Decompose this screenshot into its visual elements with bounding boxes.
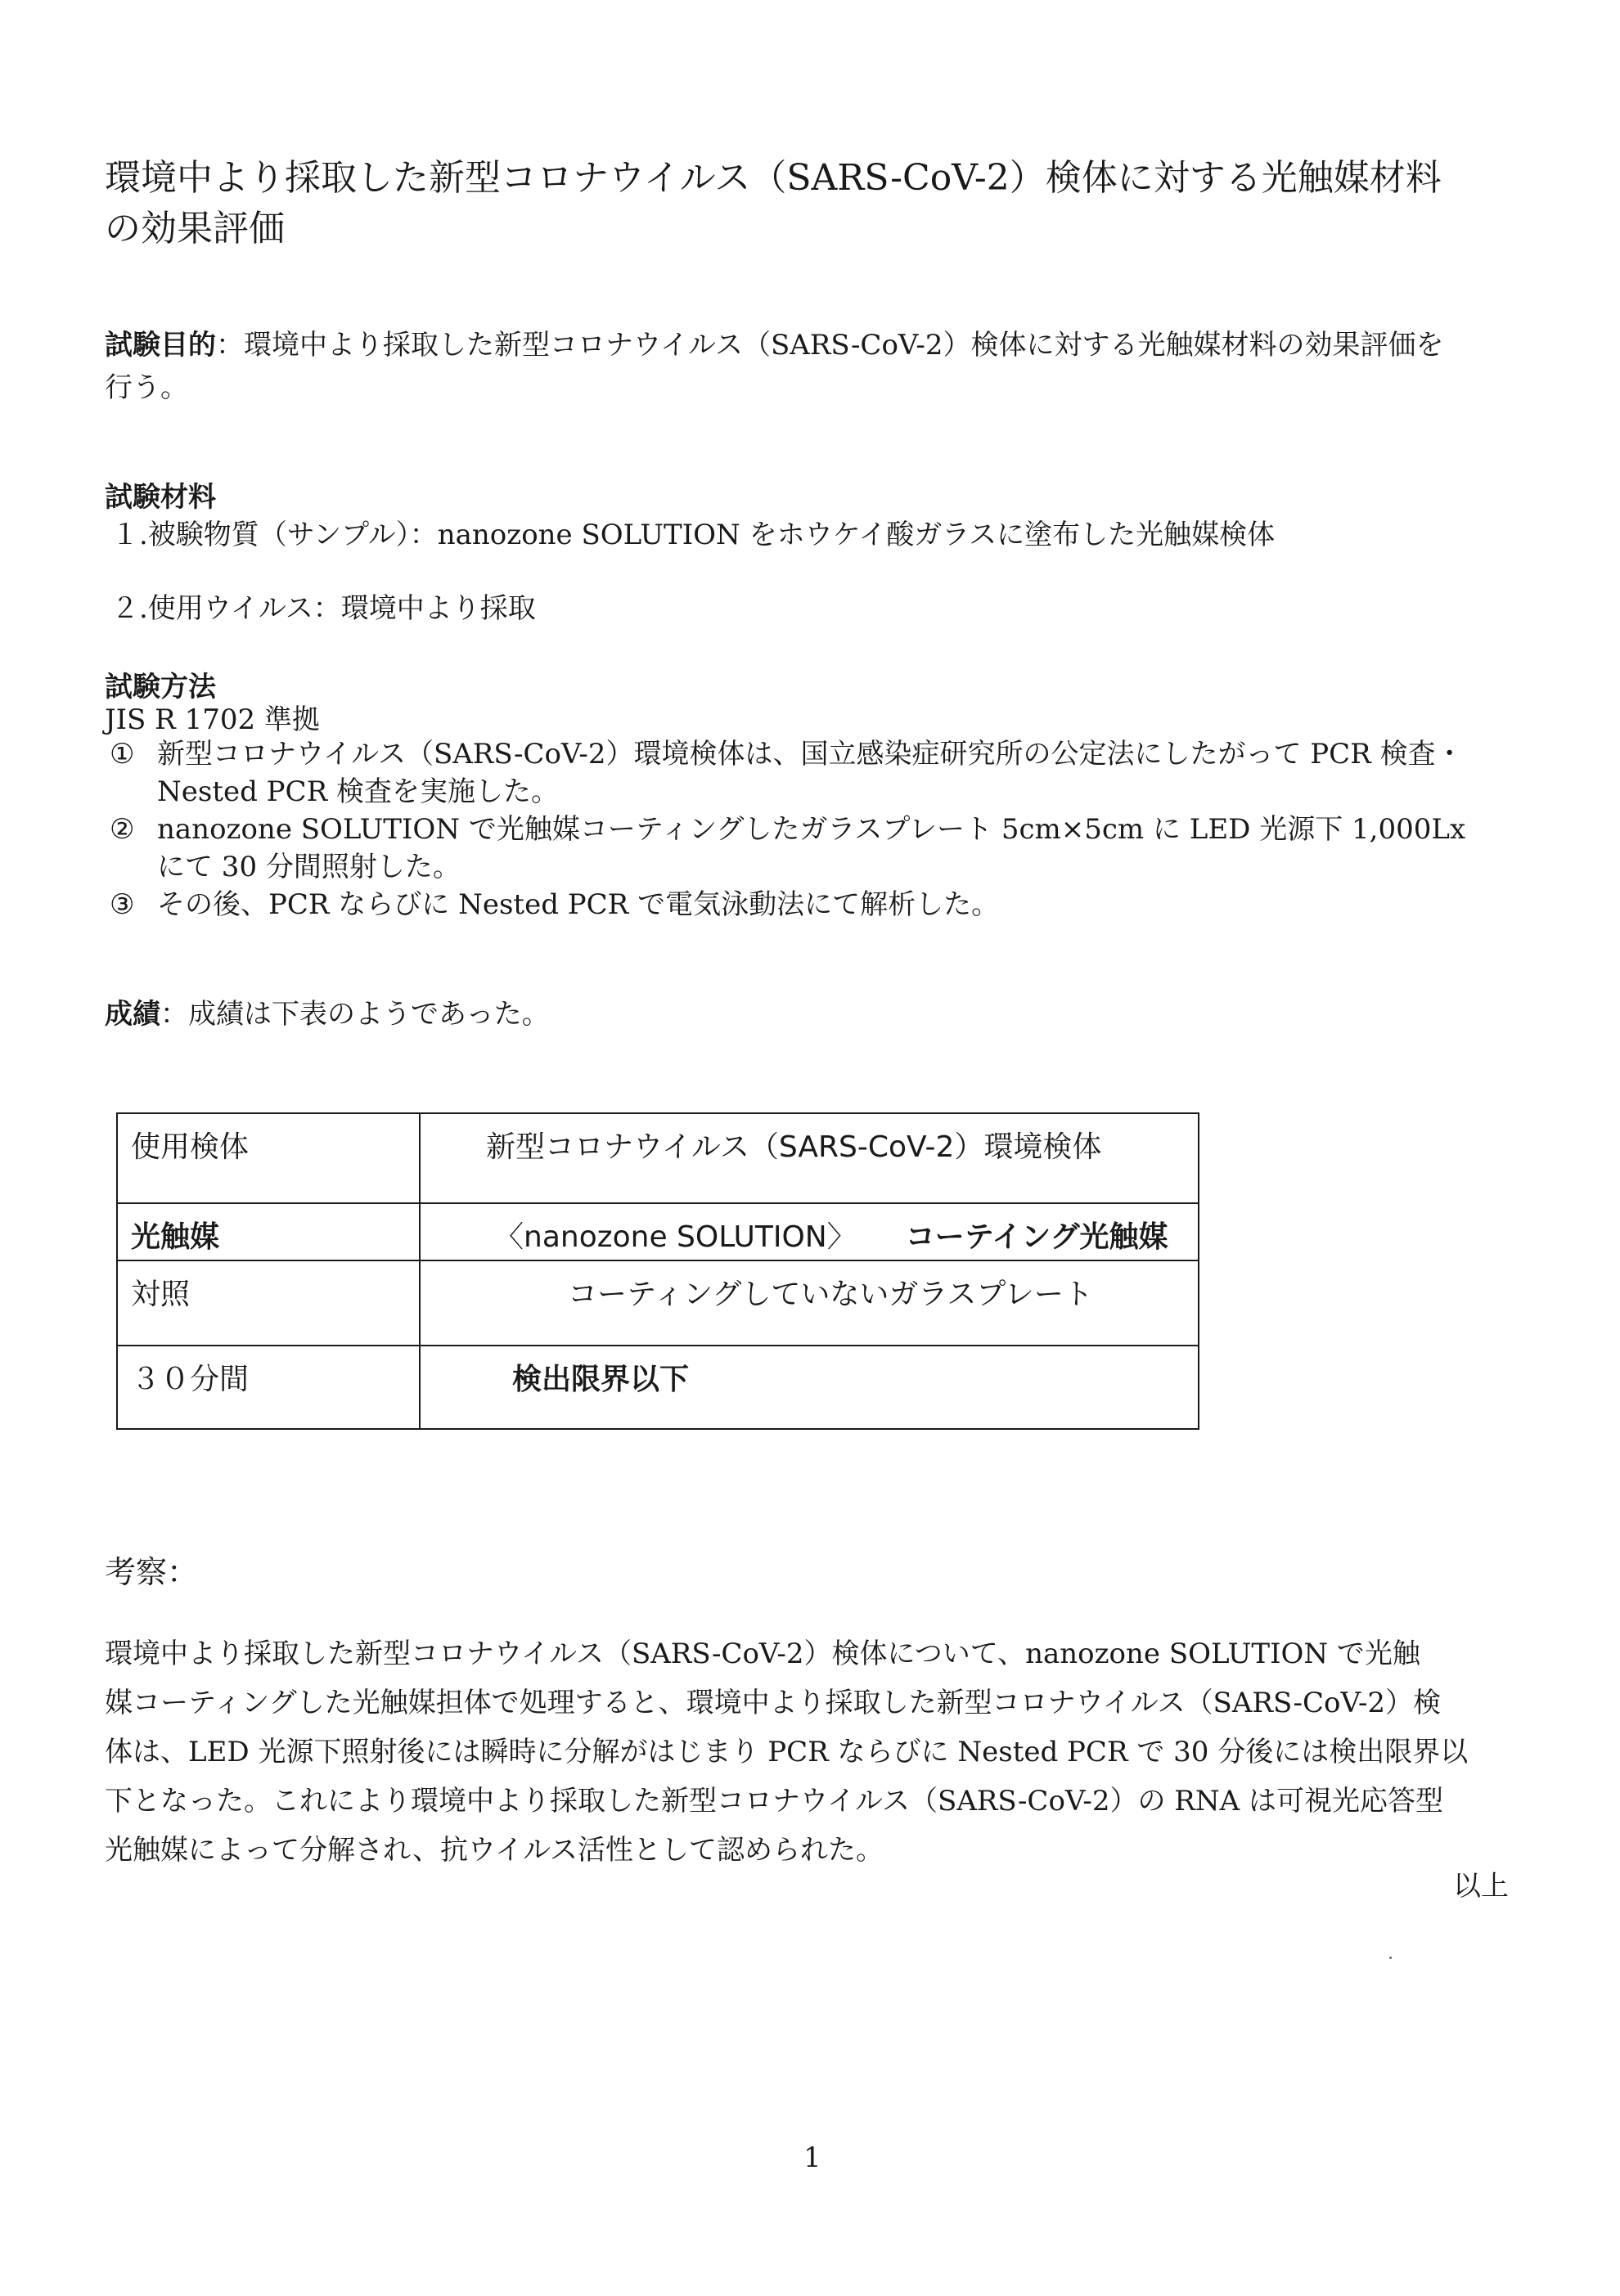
- results-label: 成績: [105, 998, 160, 1031]
- table-row: [117, 1260, 1199, 1346]
- closing-mark: 以上: [1453, 1870, 1509, 1903]
- results-table: [116, 1112, 1199, 1430]
- objective-line-1: [105, 326, 1443, 365]
- results-text: ：成績は下表のようであった。: [160, 998, 550, 1031]
- table-cell-value: 新型コロナウイルス（SARS-CoV-2）環境検体: [420, 1113, 1199, 1203]
- discussion-line-2: 媒コーティングした光触媒担体で処理すると、環境中より採取した新型コロナウイルス（SARS-CoV-2）検: [105, 1687, 1442, 1719]
- step-marker: ②: [110, 813, 135, 846]
- step-marker: ①: [110, 738, 135, 771]
- method-step-1-cont: Nested PCR 検査を実施した。: [157, 775, 559, 808]
- product-name: 〈nanozone SOLUTION〉: [494, 1220, 857, 1254]
- discussion-line-4: 下となった。これにより環境中より採取した新型コロナウイルス（SARS-CoV-2）の RNA は可視光応答型: [105, 1785, 1443, 1817]
- step-text: 新型コロナウイルス（SARS-CoV-2）環境検体は、国立感染症研究所の公定法にしたがって PCR 検査・: [157, 738, 1464, 771]
- method-step-1: [110, 735, 1464, 774]
- coating-label: コーテイング光触媒: [905, 1220, 1168, 1254]
- document-title-line-1: 環境中より採取した新型コロナウイルス（SARS-CoV-2）検体に対する光触媒材料: [105, 157, 1442, 199]
- methods-standard: JIS R 1702 準拠: [105, 703, 320, 736]
- materials-item-2: ２.使用ウイルス：環境中より採取: [111, 592, 536, 625]
- materials-item-1: １.被験物質（サンプル）：nanozone SOLUTION をホウケイ酸ガラスに塗布した光触媒検体: [111, 519, 1276, 551]
- objective-label: 試験目的: [105, 329, 216, 362]
- scan-speck: [1389, 1957, 1392, 1959]
- step-marker: ③: [110, 888, 135, 921]
- table-cell-label: 使用検体: [117, 1113, 420, 1203]
- method-step-2-cont: にて 30 分間照射した。: [157, 851, 461, 883]
- objective-text: ：環境中より採取した新型コロナウイルス（SARS-CoV-2）検体に対する光触媒材料の効果評価を: [216, 329, 1444, 362]
- step-text: nanozone SOLUTION で光触媒コーティングしたガラスプレート 5cm×5cm に LED 光源下 1,000Lx: [157, 813, 1466, 846]
- table-row: [117, 1113, 1199, 1203]
- table-cell-label: 対照: [117, 1260, 420, 1346]
- table-cell-label: ３０分間: [117, 1346, 420, 1429]
- document-title-line-2: の効果評価: [105, 208, 285, 249]
- discussion-heading: 考察：: [105, 1554, 199, 1590]
- method-step-2: [110, 810, 1465, 849]
- table-row: [117, 1203, 1199, 1260]
- objective-line-2: 行う。: [105, 371, 188, 404]
- discussion-line-1: 環境中より採取した新型コロナウイルス（SARS-CoV-2）検体について、nanozone SOLUTION で光触: [105, 1638, 1420, 1670]
- step-text: その後、PCR ならびに Nested PCR で電気泳動法にて解析した。: [157, 888, 1000, 921]
- results-line: [105, 995, 550, 1034]
- page-number: 1: [803, 2141, 821, 2174]
- discussion-line-5: 光触媒によって分解され、抗ウイルス活性として認められた。: [105, 1834, 884, 1867]
- materials-heading: 試験材料: [105, 481, 216, 514]
- table-cell-label: 光触媒: [117, 1203, 420, 1260]
- methods-heading: 試験方法: [105, 671, 216, 703]
- discussion-line-3: 体は、LED 光源下照射後には瞬時に分解がはじまり PCR ならびに Nested PCR で 30 分後には検出限界以: [105, 1736, 1469, 1768]
- table-cell-value: [420, 1203, 1199, 1260]
- table-cell-value: 検出限界以下: [420, 1346, 1199, 1429]
- method-step-3: [110, 885, 999, 924]
- table-row: [117, 1346, 1199, 1429]
- table-cell-value: コーティングしていないガラスプレート: [420, 1260, 1199, 1346]
